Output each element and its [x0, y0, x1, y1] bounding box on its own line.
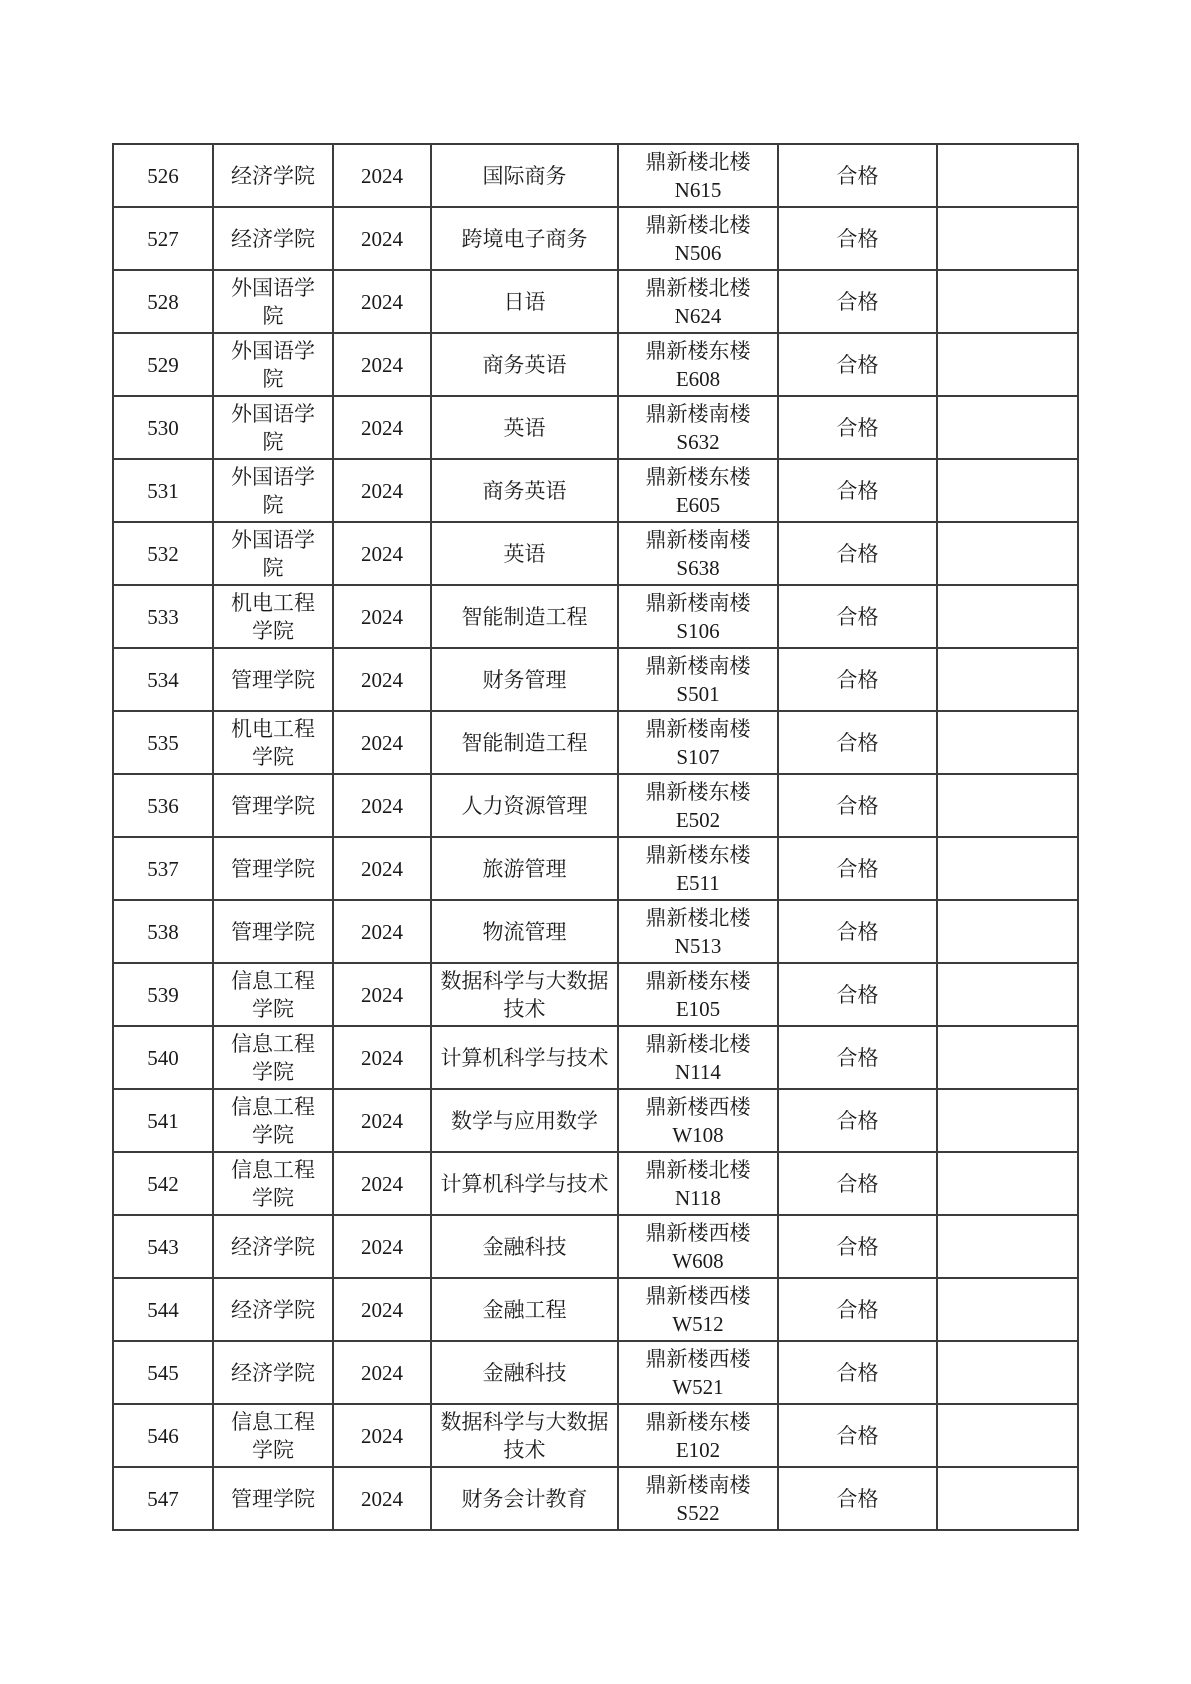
- location-room: S638: [676, 555, 720, 580]
- cell-major: 物流管理: [431, 900, 618, 963]
- cell-location: [618, 1026, 778, 1089]
- location-room: E105: [675, 996, 721, 1021]
- cell-college: 信息工程学院: [213, 1089, 333, 1152]
- cell-year: 2024: [333, 1215, 431, 1278]
- cell-year: 2024: [333, 711, 431, 774]
- table-row: [113, 1278, 1078, 1341]
- cell-year: 2024: [333, 459, 431, 522]
- qualification-table: [112, 143, 1079, 1531]
- cell-serial: 546: [113, 1404, 213, 1467]
- location-room: E511: [676, 870, 720, 895]
- cell-result: 合格: [778, 1026, 937, 1089]
- location-room: N114: [675, 1059, 721, 1084]
- cell-location: [618, 1467, 778, 1530]
- location-building: 鼎新楼东楼: [645, 842, 751, 867]
- location-room: N615: [674, 177, 722, 202]
- cell-result: 合格: [778, 270, 937, 333]
- cell-remark: [937, 459, 1078, 522]
- cell-college: 管理学院: [213, 648, 333, 711]
- table-row: [113, 1341, 1078, 1404]
- cell-college: 信息工程学院: [213, 1026, 333, 1089]
- cell-result: 合格: [778, 207, 937, 270]
- cell-major: 数学与应用数学: [431, 1089, 618, 1152]
- location-building: 鼎新楼西楼: [645, 1220, 751, 1245]
- cell-serial: 540: [113, 1026, 213, 1089]
- cell-remark: [937, 207, 1078, 270]
- location-room: W108: [672, 1122, 724, 1147]
- cell-location: [618, 1404, 778, 1467]
- cell-remark: [937, 1089, 1078, 1152]
- location-building: 鼎新楼东楼: [645, 779, 751, 804]
- table-row: [113, 396, 1078, 459]
- cell-location: [618, 459, 778, 522]
- cell-serial: 543: [113, 1215, 213, 1278]
- table-row: [113, 1026, 1078, 1089]
- cell-college: 外国语学院: [213, 459, 333, 522]
- cell-location: [618, 207, 778, 270]
- cell-college: 管理学院: [213, 774, 333, 837]
- table-body: [113, 144, 1078, 1530]
- cell-major: 计算机科学与技术: [431, 1152, 618, 1215]
- cell-year: 2024: [333, 585, 431, 648]
- cell-college: 经济学院: [213, 144, 333, 207]
- cell-result: 合格: [778, 774, 937, 837]
- cell-major: 金融科技: [431, 1215, 618, 1278]
- table-row: [113, 144, 1078, 207]
- cell-result: 合格: [778, 711, 937, 774]
- cell-serial: 531: [113, 459, 213, 522]
- cell-year: 2024: [333, 207, 431, 270]
- table-row: [113, 1152, 1078, 1215]
- cell-serial: 532: [113, 522, 213, 585]
- location-building: 鼎新楼北楼: [645, 212, 751, 237]
- cell-year: 2024: [333, 333, 431, 396]
- location-building: 鼎新楼东楼: [645, 338, 751, 363]
- cell-college: 信息工程学院: [213, 963, 333, 1026]
- cell-major: 英语: [431, 522, 618, 585]
- cell-result: 合格: [778, 1089, 937, 1152]
- location-building: 鼎新楼西楼: [645, 1094, 751, 1119]
- cell-serial: 539: [113, 963, 213, 1026]
- location-building: 鼎新楼南楼: [645, 527, 751, 552]
- cell-remark: [937, 1341, 1078, 1404]
- cell-major: 财务会计教育: [431, 1467, 618, 1530]
- document-page: [112, 143, 1079, 1531]
- location-room: W512: [672, 1311, 724, 1336]
- location-building: 鼎新楼南楼: [645, 590, 751, 615]
- location-room: N513: [674, 933, 722, 958]
- location-room: E502: [675, 807, 721, 832]
- location-building: 鼎新楼北楼: [645, 905, 751, 930]
- location-room: S106: [676, 618, 720, 643]
- cell-college: 经济学院: [213, 207, 333, 270]
- cell-year: 2024: [333, 270, 431, 333]
- cell-major: 数据科学与大数据技术: [431, 963, 618, 1026]
- cell-remark: [937, 1026, 1078, 1089]
- cell-location: [618, 1341, 778, 1404]
- cell-serial: 534: [113, 648, 213, 711]
- cell-remark: [937, 270, 1078, 333]
- cell-college: 管理学院: [213, 900, 333, 963]
- location-room: S107: [676, 744, 720, 769]
- cell-serial: 528: [113, 270, 213, 333]
- table-row: [113, 270, 1078, 333]
- cell-result: 合格: [778, 1467, 937, 1530]
- cell-location: [618, 774, 778, 837]
- cell-result: 合格: [778, 144, 937, 207]
- cell-result: 合格: [778, 648, 937, 711]
- cell-location: [618, 1278, 778, 1341]
- location-room: E608: [675, 366, 721, 391]
- table-row: [113, 1467, 1078, 1530]
- cell-major: 旅游管理: [431, 837, 618, 900]
- cell-result: 合格: [778, 837, 937, 900]
- cell-year: 2024: [333, 900, 431, 963]
- cell-remark: [937, 585, 1078, 648]
- cell-location: [618, 1152, 778, 1215]
- cell-remark: [937, 1467, 1078, 1530]
- cell-college: 外国语学院: [213, 522, 333, 585]
- cell-location: [618, 711, 778, 774]
- cell-college: 外国语学院: [213, 333, 333, 396]
- cell-serial: 533: [113, 585, 213, 648]
- location-building: 鼎新楼东楼: [645, 1409, 751, 1434]
- cell-serial: 536: [113, 774, 213, 837]
- cell-location: [618, 522, 778, 585]
- cell-result: 合格: [778, 1404, 937, 1467]
- location-room: S501: [676, 681, 720, 706]
- cell-result: 合格: [778, 459, 937, 522]
- location-building: 鼎新楼东楼: [645, 464, 751, 489]
- location-building: 鼎新楼南楼: [645, 653, 751, 678]
- location-room: S632: [676, 429, 720, 454]
- table-row: [113, 648, 1078, 711]
- table-row: [113, 333, 1078, 396]
- cell-result: 合格: [778, 1341, 937, 1404]
- cell-college: 经济学院: [213, 1215, 333, 1278]
- cell-major: 计算机科学与技术: [431, 1026, 618, 1089]
- cell-serial: 541: [113, 1089, 213, 1152]
- cell-result: 合格: [778, 396, 937, 459]
- cell-serial: 527: [113, 207, 213, 270]
- cell-remark: [937, 396, 1078, 459]
- cell-major: 跨境电子商务: [431, 207, 618, 270]
- table-row: [113, 585, 1078, 648]
- cell-year: 2024: [333, 1341, 431, 1404]
- cell-year: 2024: [333, 1026, 431, 1089]
- cell-major: 财务管理: [431, 648, 618, 711]
- cell-location: [618, 837, 778, 900]
- cell-serial: 535: [113, 711, 213, 774]
- cell-major: 智能制造工程: [431, 711, 618, 774]
- cell-year: 2024: [333, 963, 431, 1026]
- cell-year: 2024: [333, 1089, 431, 1152]
- cell-location: [618, 333, 778, 396]
- table-row: [113, 774, 1078, 837]
- location-building: 鼎新楼北楼: [645, 1031, 751, 1056]
- cell-remark: [937, 900, 1078, 963]
- location-room: E102: [675, 1437, 721, 1462]
- location-room: W608: [672, 1248, 724, 1273]
- cell-college: 外国语学院: [213, 396, 333, 459]
- cell-serial: 537: [113, 837, 213, 900]
- cell-major: 英语: [431, 396, 618, 459]
- cell-serial: 544: [113, 1278, 213, 1341]
- cell-result: 合格: [778, 900, 937, 963]
- location-building: 鼎新楼西楼: [645, 1346, 751, 1371]
- table-row: [113, 1215, 1078, 1278]
- cell-serial: 530: [113, 396, 213, 459]
- cell-remark: [937, 711, 1078, 774]
- cell-college: 信息工程学院: [213, 1404, 333, 1467]
- cell-result: 合格: [778, 1152, 937, 1215]
- location-room: S522: [676, 1500, 720, 1525]
- cell-college: 信息工程学院: [213, 1152, 333, 1215]
- cell-major: 金融科技: [431, 1341, 618, 1404]
- cell-major: 商务英语: [431, 333, 618, 396]
- location-building: 鼎新楼北楼: [645, 149, 751, 174]
- cell-year: 2024: [333, 1278, 431, 1341]
- table-row: [113, 207, 1078, 270]
- cell-remark: [937, 774, 1078, 837]
- cell-college: 机电工程学院: [213, 711, 333, 774]
- cell-serial: 547: [113, 1467, 213, 1530]
- location-building: 鼎新楼北楼: [645, 1157, 751, 1182]
- cell-major: 智能制造工程: [431, 585, 618, 648]
- cell-year: 2024: [333, 1467, 431, 1530]
- cell-remark: [937, 522, 1078, 585]
- cell-serial: 529: [113, 333, 213, 396]
- table-row: [113, 900, 1078, 963]
- cell-serial: 526: [113, 144, 213, 207]
- table-row: [113, 459, 1078, 522]
- cell-remark: [937, 1215, 1078, 1278]
- location-building: 鼎新楼南楼: [645, 1472, 751, 1497]
- table-row: [113, 1089, 1078, 1152]
- table-row: [113, 711, 1078, 774]
- cell-remark: [937, 1152, 1078, 1215]
- cell-major: 金融工程: [431, 1278, 618, 1341]
- cell-location: [618, 1215, 778, 1278]
- cell-result: 合格: [778, 333, 937, 396]
- cell-year: 2024: [333, 396, 431, 459]
- cell-location: [618, 963, 778, 1026]
- cell-college: 管理学院: [213, 837, 333, 900]
- cell-year: 2024: [333, 144, 431, 207]
- cell-year: 2024: [333, 648, 431, 711]
- cell-remark: [937, 837, 1078, 900]
- table-row: [113, 837, 1078, 900]
- location-room: N118: [675, 1185, 721, 1210]
- cell-serial: 545: [113, 1341, 213, 1404]
- cell-serial: 542: [113, 1152, 213, 1215]
- location-building: 鼎新楼西楼: [645, 1283, 751, 1308]
- cell-remark: [937, 1404, 1078, 1467]
- cell-result: 合格: [778, 1278, 937, 1341]
- location-building: 鼎新楼北楼: [645, 275, 751, 300]
- cell-serial: 538: [113, 900, 213, 963]
- cell-remark: [937, 333, 1078, 396]
- cell-remark: [937, 648, 1078, 711]
- cell-major: 日语: [431, 270, 618, 333]
- cell-year: 2024: [333, 774, 431, 837]
- cell-college: 管理学院: [213, 1467, 333, 1530]
- cell-major: 人力资源管理: [431, 774, 618, 837]
- table-row: [113, 963, 1078, 1026]
- location-building: 鼎新楼东楼: [645, 968, 751, 993]
- cell-college: 经济学院: [213, 1278, 333, 1341]
- cell-location: [618, 270, 778, 333]
- table-row: [113, 1404, 1078, 1467]
- cell-result: 合格: [778, 585, 937, 648]
- location-building: 鼎新楼南楼: [645, 716, 751, 741]
- cell-major: 国际商务: [431, 144, 618, 207]
- cell-major: 数据科学与大数据技术: [431, 1404, 618, 1467]
- table-row: [113, 522, 1078, 585]
- cell-location: [618, 144, 778, 207]
- cell-location: [618, 585, 778, 648]
- cell-year: 2024: [333, 1152, 431, 1215]
- cell-year: 2024: [333, 522, 431, 585]
- cell-result: 合格: [778, 522, 937, 585]
- cell-location: [618, 900, 778, 963]
- location-room: W521: [672, 1374, 724, 1399]
- cell-major: 商务英语: [431, 459, 618, 522]
- location-room: N624: [674, 303, 722, 328]
- cell-remark: [937, 144, 1078, 207]
- location-room: E605: [675, 492, 721, 517]
- cell-location: [618, 648, 778, 711]
- cell-year: 2024: [333, 1404, 431, 1467]
- cell-location: [618, 396, 778, 459]
- cell-result: 合格: [778, 963, 937, 1026]
- location-room: N506: [674, 240, 722, 265]
- cell-year: 2024: [333, 837, 431, 900]
- cell-result: 合格: [778, 1215, 937, 1278]
- location-building: 鼎新楼南楼: [645, 401, 751, 426]
- cell-college: 经济学院: [213, 1341, 333, 1404]
- cell-location: [618, 1089, 778, 1152]
- cell-college: 机电工程学院: [213, 585, 333, 648]
- cell-college: 外国语学院: [213, 270, 333, 333]
- cell-remark: [937, 963, 1078, 1026]
- cell-remark: [937, 1278, 1078, 1341]
